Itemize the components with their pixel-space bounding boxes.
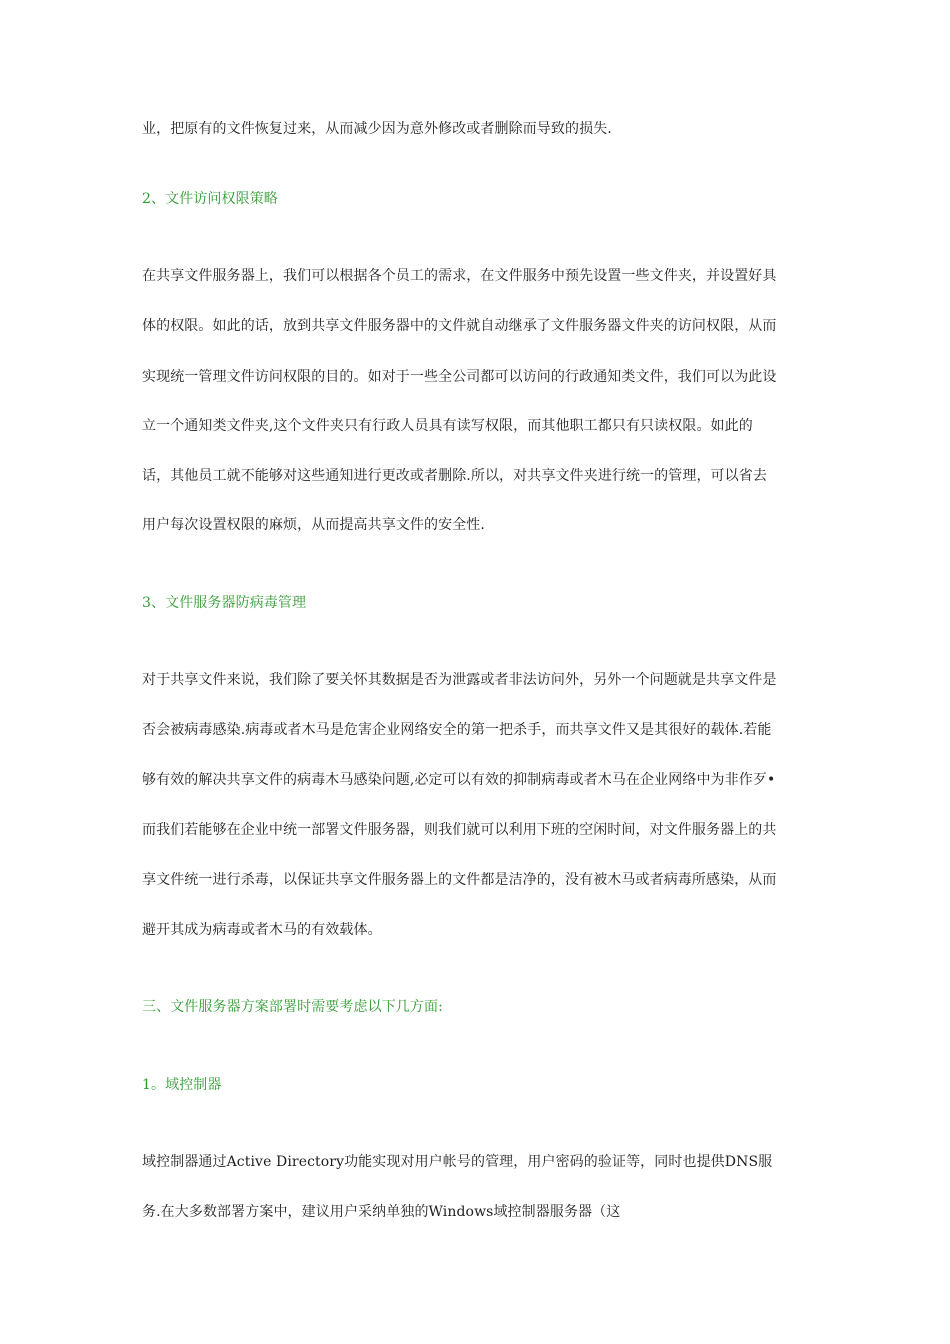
paragraph-line: 用户每次设置权限的麻烦，从而提高共享文件的安全性. [142,517,485,533]
part-heading-deployment: 三、文件服务器方案部署时需要考虑以下几方面: [142,999,443,1015]
paragraph-line: 话，其他员工就不能够对这些通知进行更改或者删除.所以，对共享文件夹进行统一的管理，可以省去 [142,468,767,484]
paragraph-line: 体的权限。如此的话，放到共享文件服务器中的文件就自动继承了文件服务器文件夹的访问权限，从而 [142,318,777,334]
paragraph-line: 避开其成为病毒或者木马的有效载体。 [142,922,382,938]
paragraph-line: 够有效的解决共享文件的病毒木马感染问题,必定可以有效的抑制病毒或者木马在企业网络中为非作歹• [142,772,776,788]
paragraph-line: 业，把原有的文件恢复过来，从而减少因为意外修改或者删除而导致的损失. [142,121,612,137]
item-heading-domain-controller: 1。域控制器 [142,1077,222,1093]
paragraph-line: 务.在大多数部署方案中，建议用户采纳单独的Windows域控制器服务器（这 [142,1204,621,1220]
paragraph-line: 在共享文件服务器上，我们可以根据各个员工的需求，在文件服务中预先设置一些文件夹，并设置好具 [142,268,777,284]
section-heading-antivirus: 3、文件服务器防病毒管理 [142,595,307,611]
paragraph-line: 而我们若能够在企业中统一部署文件服务器，则我们就可以利用下班的空闲时间，对文件服务器上的共 [142,822,777,838]
paragraph-line: 享文件统一进行杀毒，以保证共享文件服务器上的文件都是洁净的，没有被木马或者病毒所感染，从而 [142,872,777,888]
section-heading-access-policy: 2、文件访问权限策略 [142,191,278,207]
paragraph-line: 对于共享文件来说，我们除了要关怀其数据是否为泄露或者非法访问外，另外一个问题就是共享文件是 [142,672,777,688]
paragraph-line: 域控制器通过Active Directory功能实现对用户帐号的管理，用户密码的验证等，同时也提供DNS服 [142,1154,773,1170]
paragraph-line: 否会被病毒感染.病毒或者木马是危害企业网络安全的第一把杀手，而共享文件又是其很好的载体.若能 [142,722,772,738]
paragraph-line: 实现统一管理文件访问权限的目的。如对于一些全公司都可以访问的行政通知类文件，我们可以为此设 [142,369,777,385]
paragraph-line: 立一个通知类文件夹,这个文件夹只有行政人员具有读写权限，而其他职工都只有只读权限。如此的 [142,418,753,434]
